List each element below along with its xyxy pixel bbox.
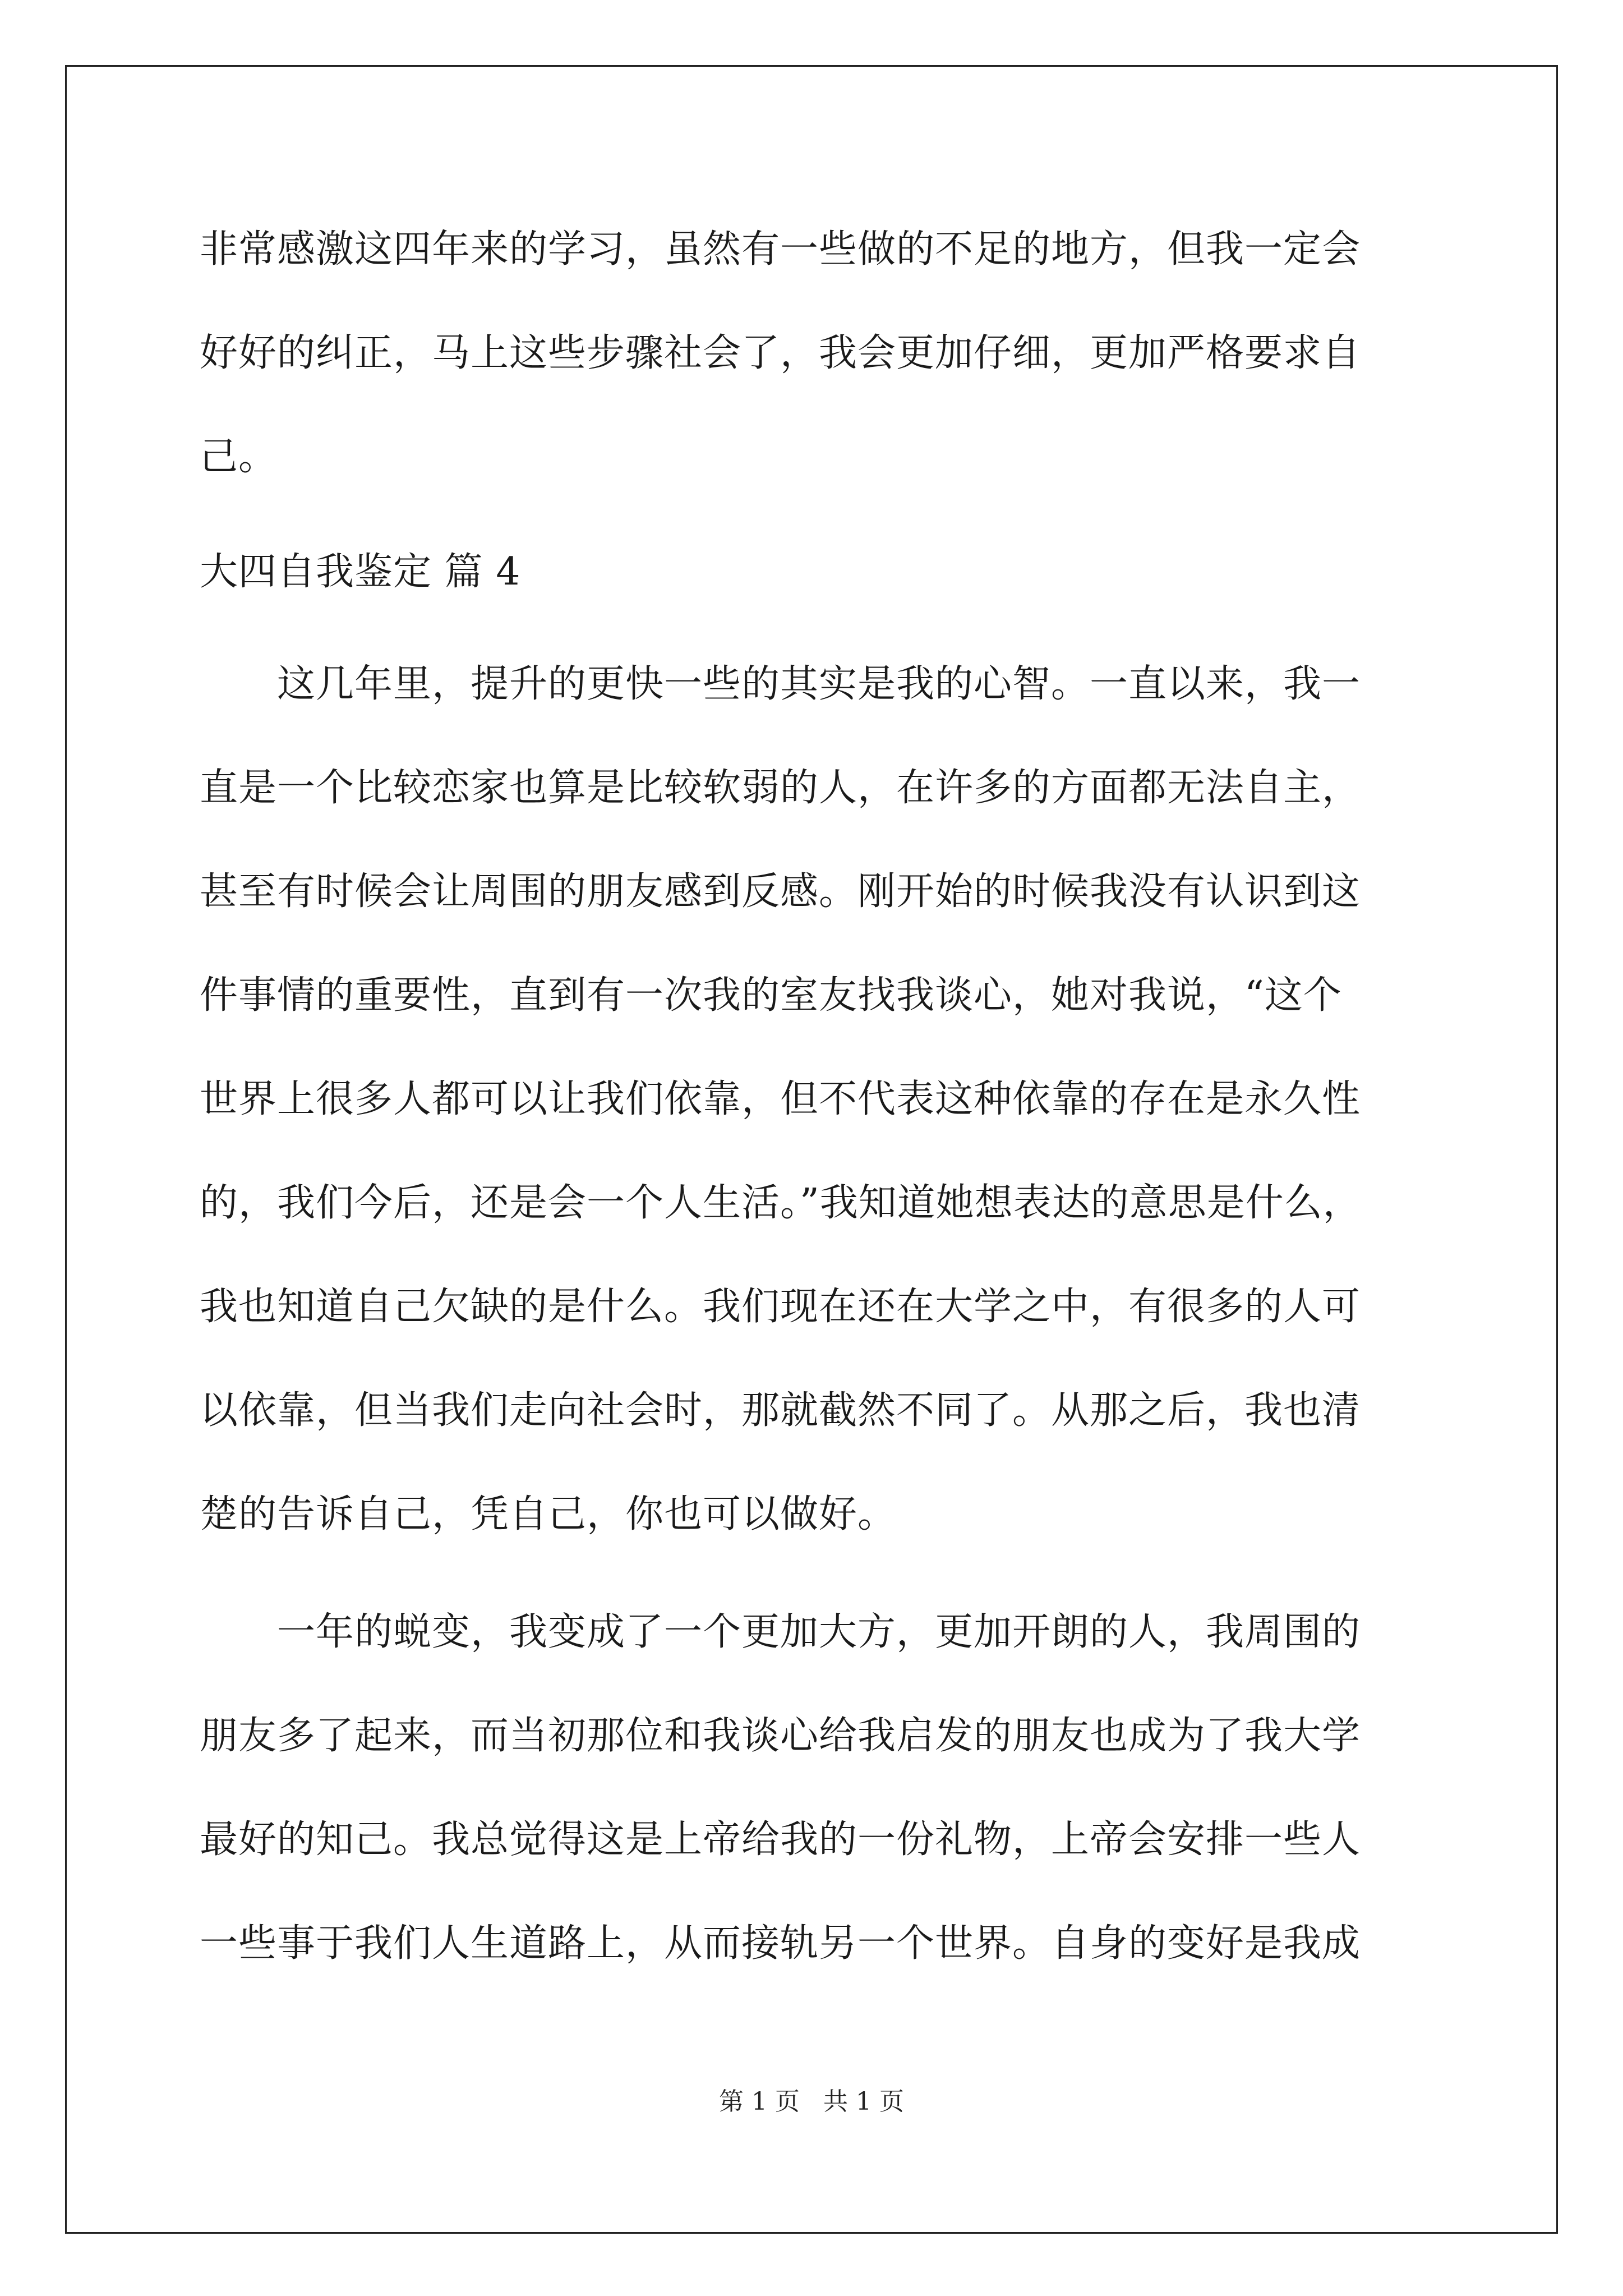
text-line: 以依靠，但当我们走向社会时，那就截然不同了。从那之后，我也清 [200,1388,1361,1433]
text-line: 最好的知己。我总觉得这是上帝给我的一份礼物，上帝会安排一些人 [200,1818,1361,1862]
text-line: 朋友多了起来，而当初那位和我谈心给我启发的朋友也成为了我大学 [200,1714,1361,1758]
text-line: 一年的蜕变，我变成了一个更加大方，更加开朗的人，我周围的 [200,1610,1361,1654]
text-line: 我也知道自己欠缺的是什么。我们现在还在大学之中，有很多的人可 [200,1285,1361,1329]
page-number: 第 1 页 [719,2087,800,2116]
page-total: 共 1 页 [823,2087,904,2116]
text-line: 的，我们今后，还是会一个人生活。”我知道她想表达的意思是什么， [200,1181,1362,1225]
section-heading: 大四自我鉴定 篇 4 [200,550,521,594]
text-line: 楚的告诉自己，凭自己，你也可以做好。 [200,1492,897,1536]
text-line: 一些事于我们人生道路上，从而接轨另一个世界。自身的变好是我成 [200,1921,1361,1966]
text-line: 直是一个比较恋家也算是比较软弱的人，在许多的方面都无法自主， [200,766,1361,810]
text-line: 非常感激这四年来的学习，虽然有一些做的不足的地方，但我一定会 [200,227,1361,272]
text-line: 好好的纠正，马上这些步骤社会了，我会更加仔细，更加严格要求自 [200,331,1361,375]
text-line: 件事情的重要性，直到有一次我的室友找我谈心，她对我说，“这个 [200,973,1342,1018]
text-line: 这几年里，提升的更快一些的其实是我的心智。一直以来，我一 [200,662,1361,706]
page-footer [0,2088,1623,2116]
text-line: 世界上很多人都可以让我们依靠，但不代表这种依靠的存在是永久性 [200,1077,1361,1121]
page-border [65,65,1558,2234]
text-line: 甚至有时候会让周围的朋友感到反感。刚开始的时候我没有认识到这 [200,869,1361,914]
text-line: 己。 [200,435,278,479]
